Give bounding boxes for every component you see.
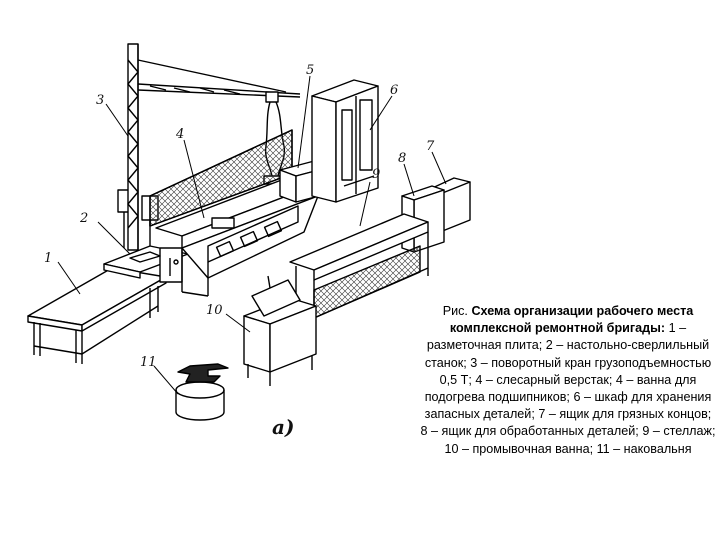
- caption-item: 6 – шкаф для хранения запасных деталей;: [424, 390, 712, 422]
- caption-title: Схема организации рабочего места комплексной ремонтной бригады:: [449, 304, 694, 336]
- label-6: 6: [390, 83, 399, 98]
- washing-bath: [244, 276, 316, 386]
- label-3: 3: [96, 93, 105, 108]
- label-8: 8: [398, 151, 407, 166]
- label-5: 5: [306, 63, 315, 78]
- label-4: 4: [176, 127, 185, 142]
- caption-item: 3 – поворотный кран грузоподъемностью 0,5 Т;: [439, 355, 712, 387]
- caption-prefix: Рис.: [442, 304, 468, 318]
- caption-item: 9 – стеллаж;: [642, 424, 716, 439]
- figure-caption: [420, 303, 716, 458]
- marking-plate: [28, 268, 166, 364]
- spare-parts-cabinet: [312, 80, 381, 202]
- label-10: 10: [206, 303, 223, 318]
- anvil: [176, 364, 228, 420]
- caption-item: 1 – разметочная плита;: [426, 321, 687, 353]
- caption-item: 4 – ванна для подогрева подшипников;: [424, 372, 697, 405]
- sublabel-a: а): [272, 415, 295, 439]
- label-7: 7: [426, 139, 435, 154]
- caption-item: 8 – ящик для обработанных деталей;: [420, 424, 639, 439]
- label-1: 1: [44, 251, 53, 266]
- caption-item: 2 – настольно-сверлильный станок;: [424, 338, 710, 370]
- caption-item: 4 – слесарный верстак;: [475, 372, 613, 387]
- caption-item: 11 – наковальня: [596, 441, 692, 456]
- label-11: 11: [140, 355, 157, 370]
- label-9: 9: [372, 167, 381, 182]
- label-2: 2: [80, 211, 89, 226]
- caption-item: 7 – ящик для грязных концов;: [538, 407, 712, 422]
- caption-items: [421, 321, 716, 455]
- caption-item: 10 – промывочная ванна;: [444, 441, 594, 456]
